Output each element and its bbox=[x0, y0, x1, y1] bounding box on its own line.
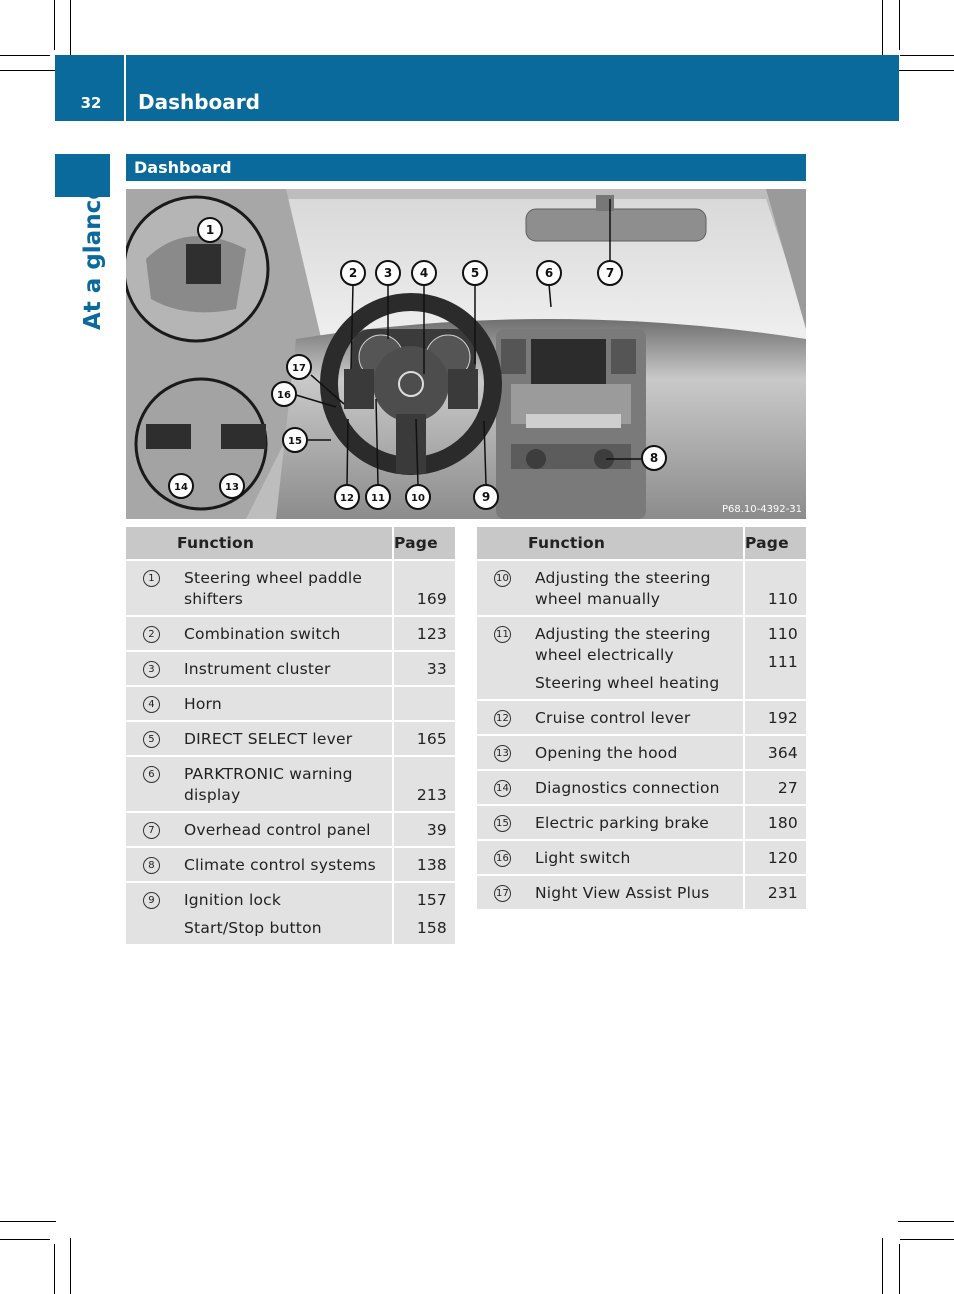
item-number-cell bbox=[126, 847, 177, 882]
column-header-page: Page bbox=[393, 527, 455, 560]
function-label: PARKTRONIC warning display bbox=[184, 765, 353, 804]
page-reference: 123 bbox=[416, 625, 447, 643]
item-number-cell bbox=[126, 616, 177, 651]
item-number-cell bbox=[126, 756, 177, 812]
function-cell bbox=[177, 882, 393, 944]
page-reference: 111 bbox=[767, 653, 798, 671]
function-cell bbox=[177, 651, 393, 686]
column-header-function: Function bbox=[177, 527, 393, 560]
function-label: Combination switch bbox=[184, 625, 341, 643]
page-reference: 27 bbox=[777, 779, 798, 797]
item-number: 11 bbox=[494, 626, 511, 643]
item-number: 8 bbox=[143, 857, 160, 874]
header-title: Dashboard bbox=[138, 90, 260, 114]
column-header-number bbox=[126, 527, 177, 560]
table-row bbox=[477, 805, 806, 840]
function-label: Adjusting the steering wheel electrically bbox=[535, 625, 711, 664]
callout-label: 1 bbox=[205, 223, 215, 237]
callout-label: 3 bbox=[383, 266, 393, 280]
item-number-cell bbox=[477, 840, 528, 875]
item-number-cell bbox=[477, 770, 528, 805]
crop-mark bbox=[0, 1239, 50, 1240]
page-reference: 169 bbox=[416, 590, 447, 608]
crop-mark bbox=[0, 70, 56, 71]
function-label: Steering wheel paddle shifters bbox=[184, 569, 363, 608]
table-row bbox=[126, 651, 455, 686]
page-reference: 213 bbox=[416, 786, 447, 804]
page-cell bbox=[744, 840, 806, 875]
callout-label: 8 bbox=[649, 451, 659, 465]
function-label: Horn bbox=[184, 695, 222, 713]
callout-label: 5 bbox=[470, 266, 480, 280]
item-number-cell bbox=[126, 812, 177, 847]
item-number-cell bbox=[126, 882, 177, 944]
table-row bbox=[477, 875, 806, 909]
page-reference: 231 bbox=[767, 884, 798, 902]
item-number: 9 bbox=[143, 892, 160, 909]
function-cell bbox=[528, 875, 744, 909]
function-cell bbox=[177, 616, 393, 651]
dashboard-photo bbox=[126, 189, 806, 519]
callout-label: 12 bbox=[340, 493, 354, 504]
function-label: Light switch bbox=[535, 849, 631, 867]
page-number: 32 bbox=[80, 94, 102, 112]
section-heading-bar bbox=[126, 154, 806, 181]
function-cell bbox=[528, 616, 744, 700]
function-cell bbox=[528, 560, 744, 616]
item-number: 10 bbox=[494, 570, 511, 587]
callout-label: 16 bbox=[277, 390, 291, 401]
page-cell bbox=[393, 686, 455, 721]
page-cell bbox=[744, 805, 806, 840]
table-row bbox=[126, 847, 455, 882]
item-number-cell bbox=[477, 616, 528, 700]
function-label: Adjusting the steering wheel manually bbox=[535, 569, 711, 608]
callout-label: 11 bbox=[371, 493, 385, 504]
item-number-cell bbox=[477, 560, 528, 616]
page-reference: 165 bbox=[416, 730, 447, 748]
crop-mark bbox=[70, 0, 71, 56]
item-number-cell bbox=[126, 651, 177, 686]
function-label: Opening the hood bbox=[535, 744, 678, 762]
item-number: 3 bbox=[143, 661, 160, 678]
page-cell bbox=[393, 616, 455, 651]
function-label: Night View Assist Plus bbox=[535, 884, 710, 902]
item-number: 5 bbox=[143, 731, 160, 748]
table-row bbox=[126, 756, 455, 812]
crop-mark bbox=[54, 0, 55, 50]
callout-label: 14 bbox=[174, 482, 188, 493]
item-number-cell bbox=[477, 735, 528, 770]
item-number: 12 bbox=[494, 710, 511, 727]
page-reference: 33 bbox=[426, 660, 447, 678]
function-cell bbox=[177, 721, 393, 756]
page-reference: 138 bbox=[416, 856, 447, 874]
page-reference: 364 bbox=[767, 744, 798, 762]
table-row bbox=[126, 882, 455, 944]
table-row bbox=[126, 721, 455, 756]
page-cell bbox=[744, 616, 806, 700]
page-reference: 158 bbox=[416, 919, 447, 937]
item-number: 2 bbox=[143, 626, 160, 643]
page-cell bbox=[744, 700, 806, 735]
item-number-cell bbox=[126, 721, 177, 756]
crop-mark bbox=[900, 1239, 954, 1240]
page-reference: 192 bbox=[767, 709, 798, 727]
callout-label: 17 bbox=[292, 363, 306, 374]
item-number: 14 bbox=[494, 780, 511, 797]
function-label: Climate control systems bbox=[184, 856, 376, 874]
crop-mark bbox=[898, 1221, 954, 1222]
table-row bbox=[477, 735, 806, 770]
crop-mark bbox=[0, 55, 50, 56]
item-number: 1 bbox=[143, 570, 160, 587]
crop-mark bbox=[899, 1244, 900, 1294]
item-number-cell bbox=[126, 686, 177, 721]
callout-label: 4 bbox=[419, 266, 429, 280]
crop-mark bbox=[0, 1221, 56, 1222]
section-title: Dashboard bbox=[134, 158, 232, 177]
page-reference bbox=[394, 708, 455, 720]
callout-label: 15 bbox=[288, 436, 302, 447]
table-row bbox=[477, 700, 806, 735]
page-cell bbox=[744, 560, 806, 616]
page-cell bbox=[744, 770, 806, 805]
function-label: DIRECT SELECT lever bbox=[184, 730, 353, 748]
function-cell bbox=[177, 560, 393, 616]
callout-label: 10 bbox=[411, 493, 425, 504]
callout-label: 2 bbox=[348, 266, 358, 280]
crop-mark bbox=[54, 1244, 55, 1294]
page-cell bbox=[393, 812, 455, 847]
column-header-number bbox=[477, 527, 528, 560]
function-label: Start/Stop button bbox=[184, 919, 322, 937]
page-cell bbox=[393, 651, 455, 686]
function-label: Steering wheel heating bbox=[535, 674, 720, 692]
page-reference: 39 bbox=[426, 821, 447, 839]
item-number-cell bbox=[477, 700, 528, 735]
callout-label: 7 bbox=[605, 266, 615, 280]
page-reference: 120 bbox=[767, 849, 798, 867]
page-reference: 157 bbox=[416, 891, 447, 909]
function-cell bbox=[528, 770, 744, 805]
crop-mark bbox=[70, 1238, 71, 1294]
page-cell bbox=[744, 875, 806, 909]
crop-mark bbox=[882, 0, 883, 56]
page-reference: 110 bbox=[767, 625, 798, 643]
item-number: 16 bbox=[494, 850, 511, 867]
item-number: 7 bbox=[143, 822, 160, 839]
function-label: Cruise control lever bbox=[535, 709, 691, 727]
item-number: 13 bbox=[494, 745, 511, 762]
page-cell bbox=[744, 735, 806, 770]
table-row bbox=[477, 616, 806, 700]
column-header-page: Page bbox=[744, 527, 806, 560]
table-row bbox=[126, 560, 455, 616]
crop-mark bbox=[900, 55, 954, 56]
table-row bbox=[477, 560, 806, 616]
item-number-cell bbox=[477, 805, 528, 840]
table-header-row bbox=[126, 527, 455, 560]
function-label: Ignition lock bbox=[184, 891, 282, 909]
function-cell bbox=[177, 812, 393, 847]
page-cell bbox=[393, 721, 455, 756]
callout-label: 13 bbox=[225, 482, 239, 493]
page-cell bbox=[393, 560, 455, 616]
table-row bbox=[126, 616, 455, 651]
dashboard-illustration bbox=[126, 189, 806, 519]
page-cell bbox=[393, 847, 455, 882]
function-cell bbox=[528, 840, 744, 875]
figure-reference: P68.10-4392-31 bbox=[721, 504, 802, 515]
page-reference: 180 bbox=[767, 814, 798, 832]
item-number: 17 bbox=[494, 885, 511, 902]
function-cell bbox=[528, 805, 744, 840]
table-row bbox=[126, 686, 455, 721]
function-table-left bbox=[126, 527, 455, 944]
function-label: Diagnostics connection bbox=[535, 779, 720, 797]
crop-mark bbox=[899, 0, 900, 50]
page-cell bbox=[393, 882, 455, 944]
item-number: 4 bbox=[143, 696, 160, 713]
page-cell bbox=[393, 756, 455, 812]
function-cell bbox=[528, 700, 744, 735]
item-number: 6 bbox=[143, 766, 160, 783]
callout-label: 9 bbox=[481, 490, 491, 504]
page-reference: 110 bbox=[767, 590, 798, 608]
function-table-right bbox=[477, 527, 806, 909]
crop-mark bbox=[898, 70, 954, 71]
function-cell bbox=[528, 735, 744, 770]
function-label: Electric parking brake bbox=[535, 814, 710, 832]
side-tab-label: At a glance bbox=[80, 184, 106, 330]
crop-mark bbox=[882, 1238, 883, 1294]
table-row bbox=[477, 770, 806, 805]
function-label: Instrument cluster bbox=[184, 660, 331, 678]
column-header-function: Function bbox=[528, 527, 744, 560]
function-cell bbox=[177, 847, 393, 882]
item-number-cell bbox=[126, 560, 177, 616]
callout-label: 6 bbox=[544, 266, 554, 280]
function-cell bbox=[177, 686, 393, 721]
item-number-cell bbox=[477, 875, 528, 909]
table-header-row bbox=[477, 527, 806, 560]
table-row bbox=[126, 812, 455, 847]
item-number: 15 bbox=[494, 815, 511, 832]
function-cell bbox=[177, 756, 393, 812]
table-row bbox=[477, 840, 806, 875]
function-label: Overhead control panel bbox=[184, 821, 371, 839]
